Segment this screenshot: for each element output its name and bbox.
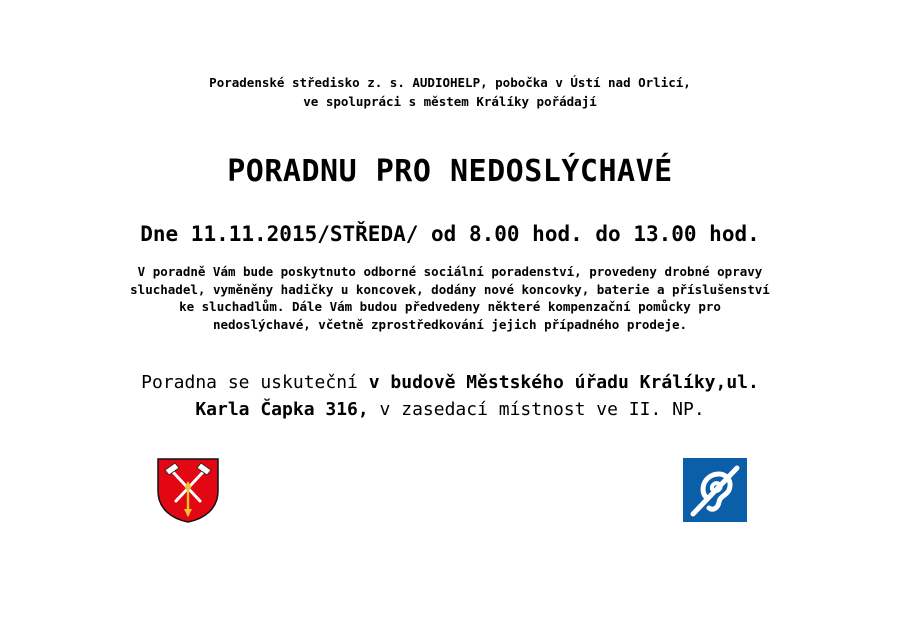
description-line-4: nedoslýchavé, včetně zprostředkování jejich případného prodeje. — [212, 316, 688, 332]
page-title: PORADNU PRO NEDOSLÝCHAVÉ — [227, 154, 673, 189]
venue-building: v budově Městského úřadu Králíky,ul. — [368, 372, 759, 393]
description-line-2: sluchadel, vyměněny hadičky u koncovek, dodány nové koncovky, baterie a příslušenství — [130, 281, 770, 297]
description-line-1: V poradně Vám bude poskytnuto odborné sociální poradenství, provedeny drobné opravy — [137, 264, 763, 279]
venue-line-1 — [0, 369, 900, 396]
venue-street: Karla Čapka 316, — [195, 399, 369, 420]
event-venue — [0, 369, 900, 423]
organizer-header — [0, 73, 900, 111]
venue-room: v zasedací místnost ve II. NP. — [368, 399, 705, 420]
event-description — [0, 263, 900, 333]
venue-line-2 — [0, 396, 900, 423]
description-line-3: ke sluchadlům. Dále Vám budou předvedeny některé kompenzační pomůcky pro — [179, 299, 721, 314]
hearing-loop-icon — [683, 458, 747, 522]
venue-intro: Poradna se uskuteční — [141, 372, 369, 393]
city-coat-of-arms-icon — [156, 457, 220, 523]
event-date: Dne 11.11.2015/STŘEDA/ od 8.00 hod. do 13.00 hod. — [140, 222, 760, 246]
organizer-line-1: Poradenské středisko z. s. AUDIOHELP, pobočka v Ústí nad Orlicí, — [209, 75, 691, 90]
organizer-line-2: ve spolupráci s městem Králíky pořádají — [303, 94, 597, 109]
